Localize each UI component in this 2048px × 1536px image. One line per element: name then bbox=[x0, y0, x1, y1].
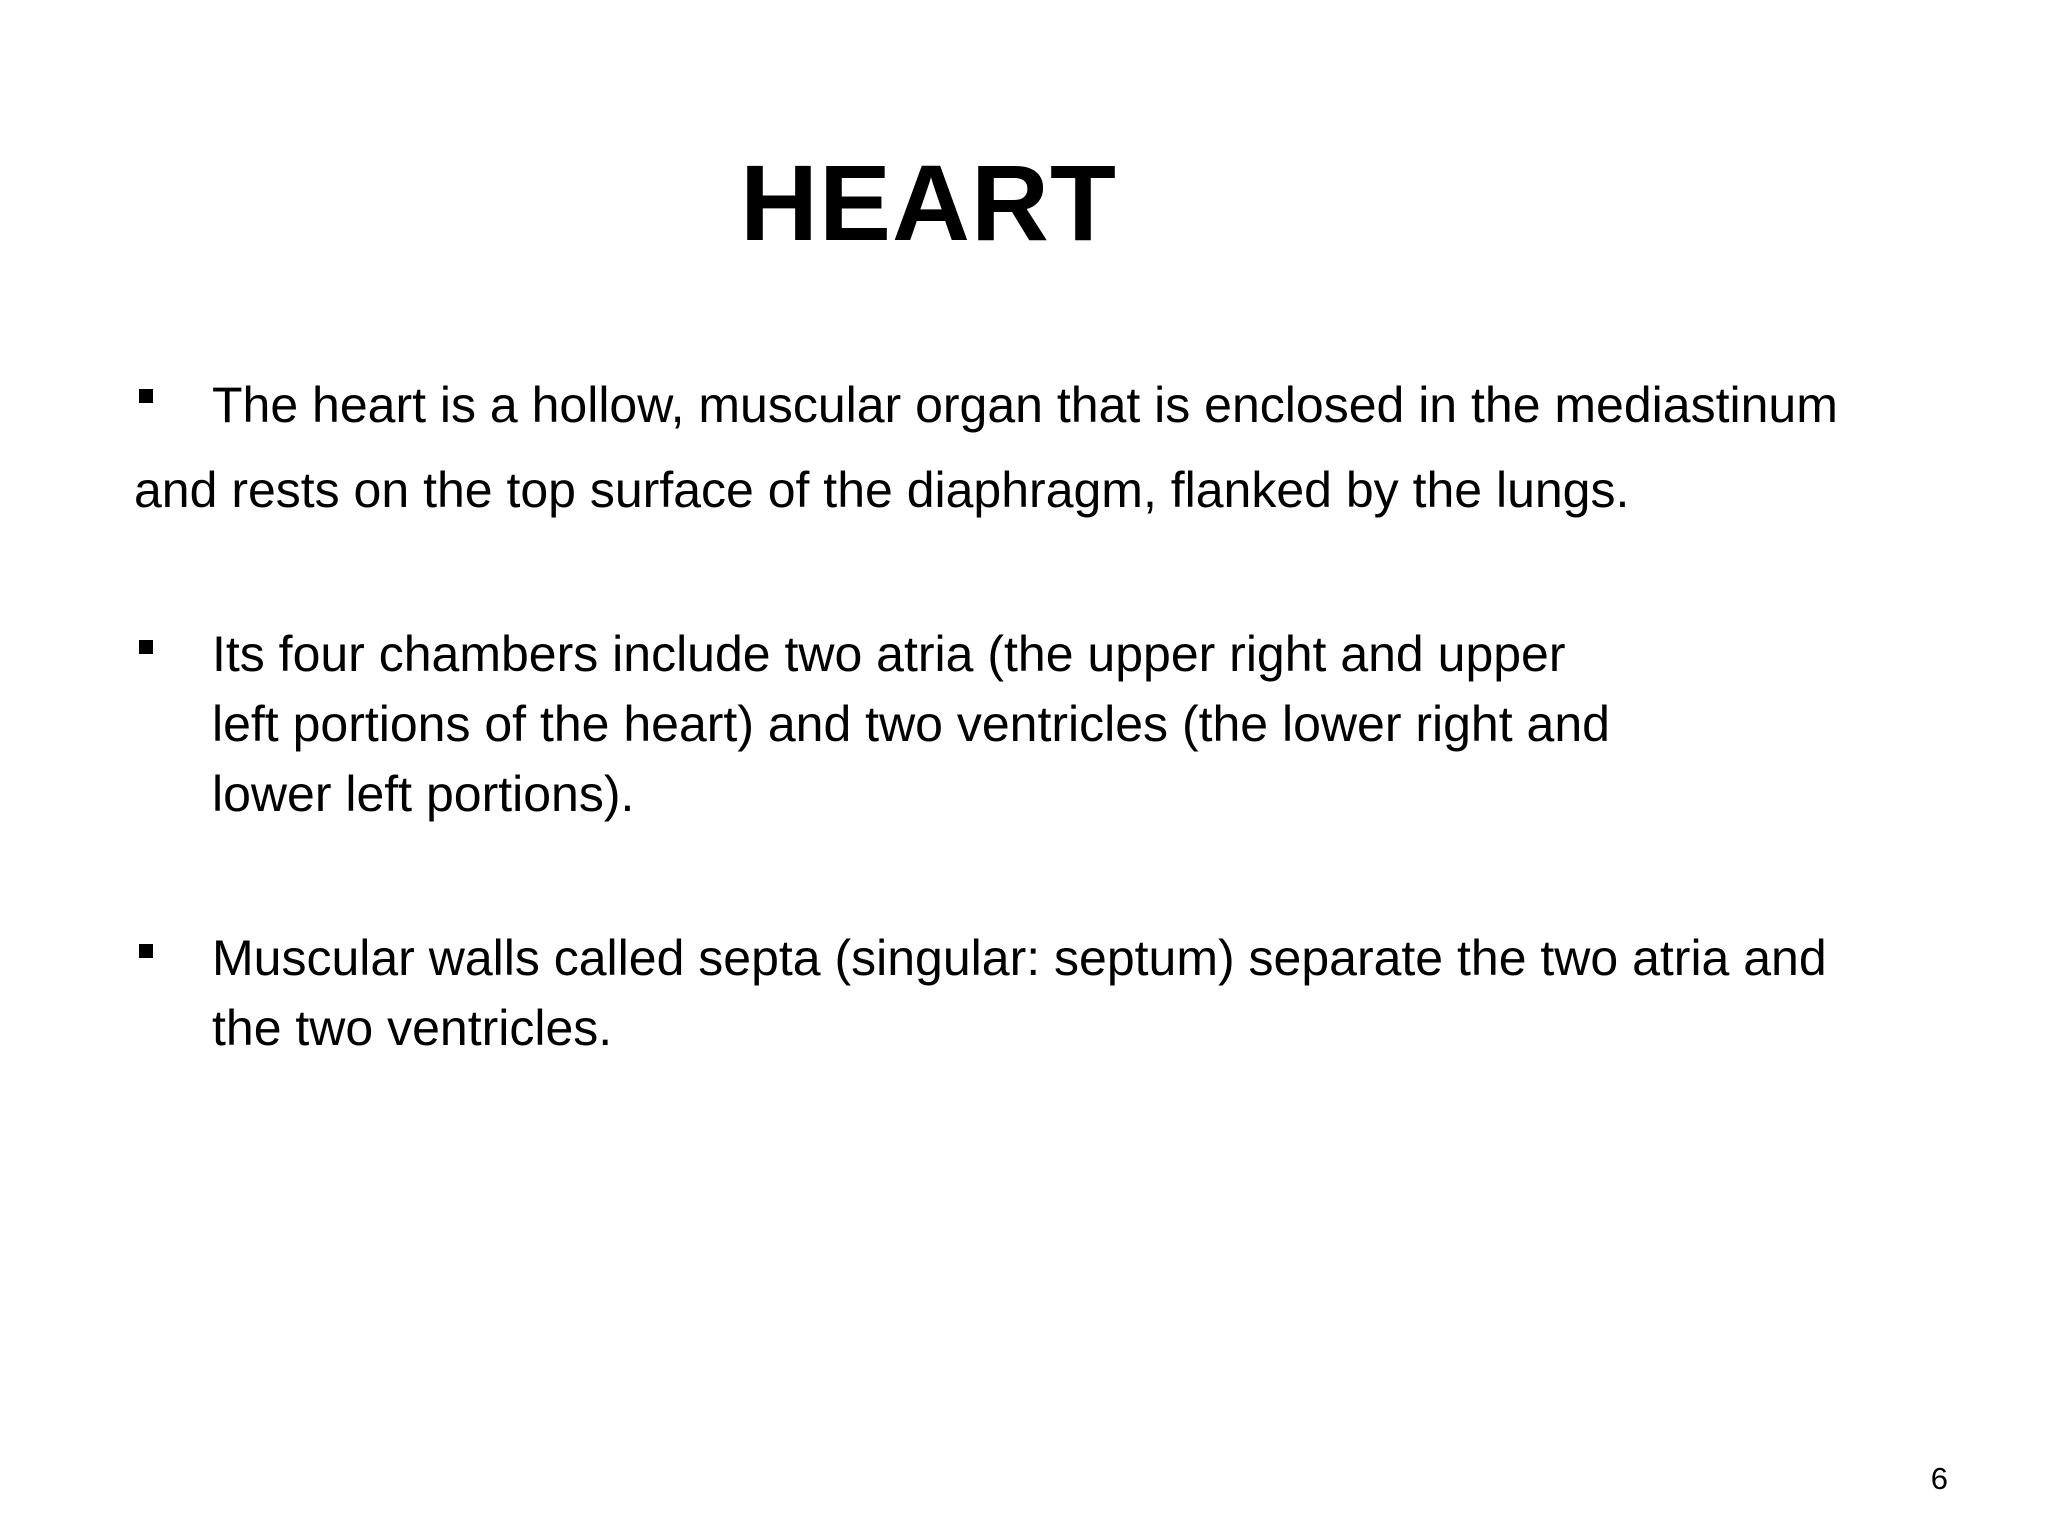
bullet-marker-1 bbox=[139, 389, 153, 403]
bullet-marker-2 bbox=[139, 640, 153, 654]
bullet-1-line-2: and rests on the top surface of the diaphragm, flanked by the lungs. bbox=[134, 462, 1630, 518]
bullet-2-line-1: Its four chambers include two atria (the upper right and upper bbox=[212, 626, 1566, 682]
bullet-3-line-2: the two ventricles. bbox=[212, 1000, 613, 1056]
slide-title: HEART bbox=[740, 142, 1117, 263]
bullet-1-line-1: The heart is a hollow, muscular organ that is enclosed in the mediastinum bbox=[212, 377, 1838, 433]
bullet-2-line-3: lower left portions). bbox=[212, 766, 635, 822]
bullet-2-line-2: left portions of the heart) and two ventricles (the lower right and bbox=[212, 696, 1610, 752]
bullet-marker-3 bbox=[139, 944, 153, 958]
page-number: 6 bbox=[1930, 1461, 1948, 1496]
bullet-3-line-1: Muscular walls called septa (singular: septum) separate the two atria and bbox=[212, 930, 1827, 986]
